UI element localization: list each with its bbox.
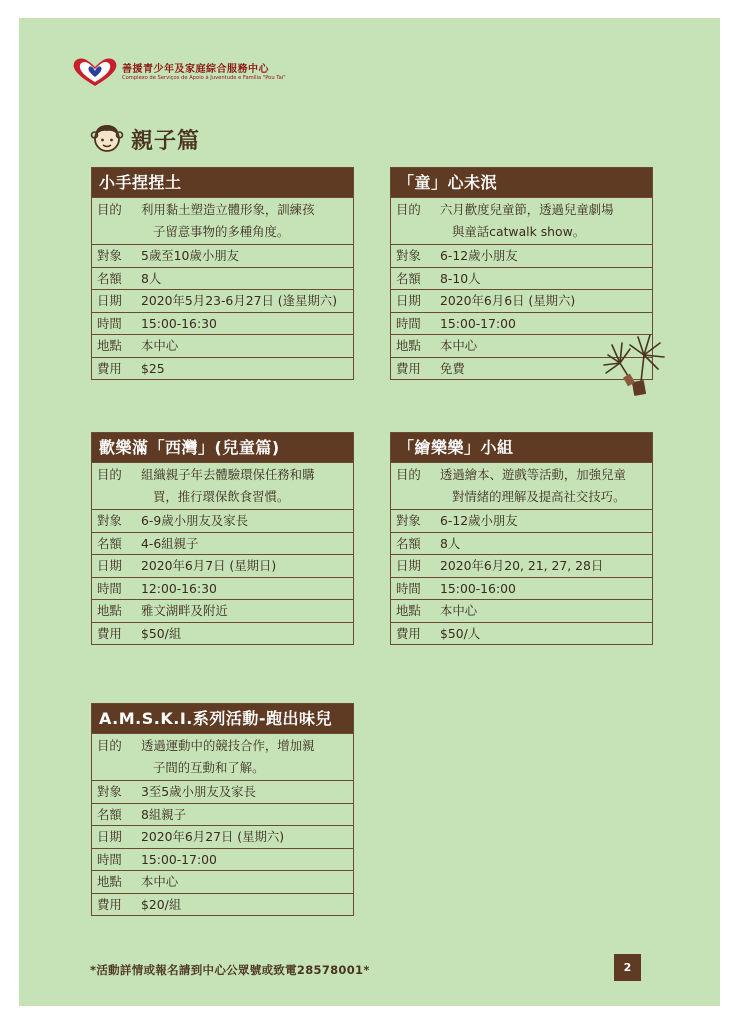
row-label: 地點 (97, 603, 122, 618)
row-value: 8人 (141, 270, 162, 286)
activity-title: 小手捏捏土 (92, 168, 353, 197)
row-label: 名額 (97, 535, 122, 551)
row-label: 時間 (396, 580, 421, 596)
row-value: 2020年5月23-6月27日 (逢星期六) (141, 293, 338, 308)
info-row (92, 532, 353, 555)
purpose-row (92, 197, 353, 244)
activity-card-picturebook (390, 432, 653, 645)
info-row (391, 244, 652, 267)
row-value: 15:00-16:00 (440, 580, 516, 596)
heart-logo-icon (70, 56, 120, 88)
row-label: 對象 (97, 784, 122, 799)
org-name-zh: 善援青少年及家庭綜合服務中心 (122, 64, 269, 75)
row-label: 費用 (396, 360, 421, 376)
info-row (92, 780, 353, 803)
row-value: 8組親子 (141, 806, 187, 822)
purpose-label: 目的 (396, 202, 421, 217)
row-label: 地點 (97, 874, 122, 889)
row-label: 費用 (97, 625, 122, 641)
row-value: $20/組 (141, 896, 182, 912)
purpose-line: 子間的互動和了解。 (153, 759, 265, 775)
row-label: 日期 (396, 293, 421, 308)
purpose-label: 目的 (97, 738, 122, 753)
row-value: 雅文湖畔及附近 (141, 603, 228, 618)
info-row (92, 554, 353, 577)
info-row (391, 509, 652, 532)
row-value: 本中心 (141, 338, 179, 353)
purpose-row (92, 462, 353, 509)
info-row (92, 803, 353, 826)
row-label: 日期 (97, 293, 122, 308)
row-label: 地點 (396, 603, 421, 618)
row-value: 2020年6月6日 (星期六) (440, 293, 576, 308)
info-row (92, 267, 353, 290)
purpose-line: 買，推行環保飲食習慣。 (153, 488, 290, 504)
row-label: 費用 (97, 360, 122, 376)
row-value: 6-12歲小朋友 (440, 248, 518, 263)
row-value: 8-10人 (440, 270, 481, 286)
info-row (92, 312, 353, 335)
info-row (92, 577, 353, 600)
row-value: 15:00-16:30 (141, 315, 217, 331)
row-value: 本中心 (440, 338, 478, 353)
row-label: 對象 (97, 248, 122, 263)
activity-card-amski (91, 703, 354, 916)
activity-title: A.M.S.K.I.系列活動-跑出味兒 (92, 704, 353, 733)
row-label: 對象 (396, 513, 421, 528)
info-row (391, 289, 652, 312)
row-value: 本中心 (141, 874, 179, 889)
purpose-label: 目的 (396, 467, 421, 482)
info-row (92, 893, 353, 916)
purpose-label: 目的 (97, 467, 122, 482)
activity-title: 歡樂滿「西灣」(兒童篇) (92, 433, 353, 462)
row-label: 日期 (97, 829, 122, 844)
row-label: 時間 (396, 315, 421, 331)
row-value: 6-9歲小朋友及家長 (141, 513, 248, 528)
row-label: 名額 (396, 270, 421, 286)
page-number: 2 (614, 954, 641, 981)
row-label: 時間 (97, 580, 122, 596)
info-row (391, 599, 652, 622)
row-value: 15:00-17:00 (440, 315, 516, 331)
activity-title: 「童」心未泯 (391, 168, 652, 197)
row-value: $50/組 (141, 625, 182, 641)
row-value: 2020年6月27日 (星期六) (141, 829, 285, 844)
info-row (92, 870, 353, 893)
row-label: 地點 (396, 338, 421, 353)
child-face-icon (90, 122, 124, 154)
purpose-line: 對情緒的理解及提高社交技巧。 (452, 488, 626, 504)
info-row (391, 532, 652, 555)
row-label: 名額 (97, 270, 122, 286)
row-label: 時間 (97, 315, 122, 331)
row-label: 時間 (97, 851, 122, 867)
info-row (92, 599, 353, 622)
purpose-row (92, 733, 353, 780)
row-label: 對象 (396, 248, 421, 263)
row-label: 日期 (97, 558, 122, 573)
row-value: 8人 (440, 535, 461, 551)
org-name-pt: Complexo de Serviços de Apoio à Juventude e Família "Pou Tai" (122, 75, 286, 81)
row-label: 對象 (97, 513, 122, 528)
activity-card-saiwan (91, 432, 354, 645)
info-row (92, 289, 353, 312)
purpose-line: 透過運動中的競技合作，增加親 (141, 738, 315, 753)
section-title: 親子篇 (131, 129, 201, 154)
purpose-row (391, 462, 652, 509)
fireworks-icon (600, 325, 666, 397)
purpose-line: 利用黏土塑造立體形象，訓練孩 (141, 202, 315, 217)
info-row (92, 622, 353, 645)
info-row (92, 334, 353, 357)
row-label: 費用 (396, 625, 421, 641)
purpose-line: 與童話catwalk show。 (452, 223, 586, 239)
purpose-row (391, 197, 652, 244)
row-value: 6-12歲小朋友 (440, 513, 518, 528)
row-value: 4-6組親子 (141, 535, 199, 551)
row-label: 費用 (97, 896, 122, 912)
info-row (92, 848, 353, 871)
row-value: $25 (141, 360, 165, 376)
row-value: 免費 (440, 360, 465, 376)
row-label: 名額 (97, 806, 122, 822)
row-label: 地點 (97, 338, 122, 353)
row-value: 本中心 (440, 603, 478, 618)
purpose-line: 六月歡度兒童節，透過兒童劇場 (440, 202, 614, 217)
info-row (391, 577, 652, 600)
purpose-line: 透過繪本、遊戲等活動，加強兒童 (440, 467, 626, 482)
row-value: 3至5歲小朋友及家長 (141, 784, 256, 799)
row-value: $50/人 (440, 625, 481, 641)
purpose-label: 目的 (97, 202, 122, 217)
purpose-line: 組織親子年去體驗環保任務和購 (141, 467, 315, 482)
info-row (92, 509, 353, 532)
info-row (391, 554, 652, 577)
row-value: 5歲至10歲小朋友 (141, 248, 239, 263)
footer-note: *活動詳情或報名請到中心公眾號或致電28578001* (90, 963, 370, 977)
row-value: 12:00-16:30 (141, 580, 217, 596)
info-row (391, 622, 652, 645)
row-value: 15:00-17:00 (141, 851, 217, 867)
row-label: 日期 (396, 558, 421, 573)
row-value: 2020年6月20, 21, 27, 28日 (440, 558, 604, 573)
activity-card-clay (91, 167, 354, 380)
info-row (92, 825, 353, 848)
activity-title: 「繪樂樂」小組 (391, 433, 652, 462)
info-row (92, 357, 353, 380)
info-row (92, 244, 353, 267)
info-row (391, 267, 652, 290)
row-value: 2020年6月7日 (星期日) (141, 558, 277, 573)
purpose-line: 子留意事物的多種角度。 (153, 223, 290, 239)
row-label: 名額 (396, 535, 421, 551)
